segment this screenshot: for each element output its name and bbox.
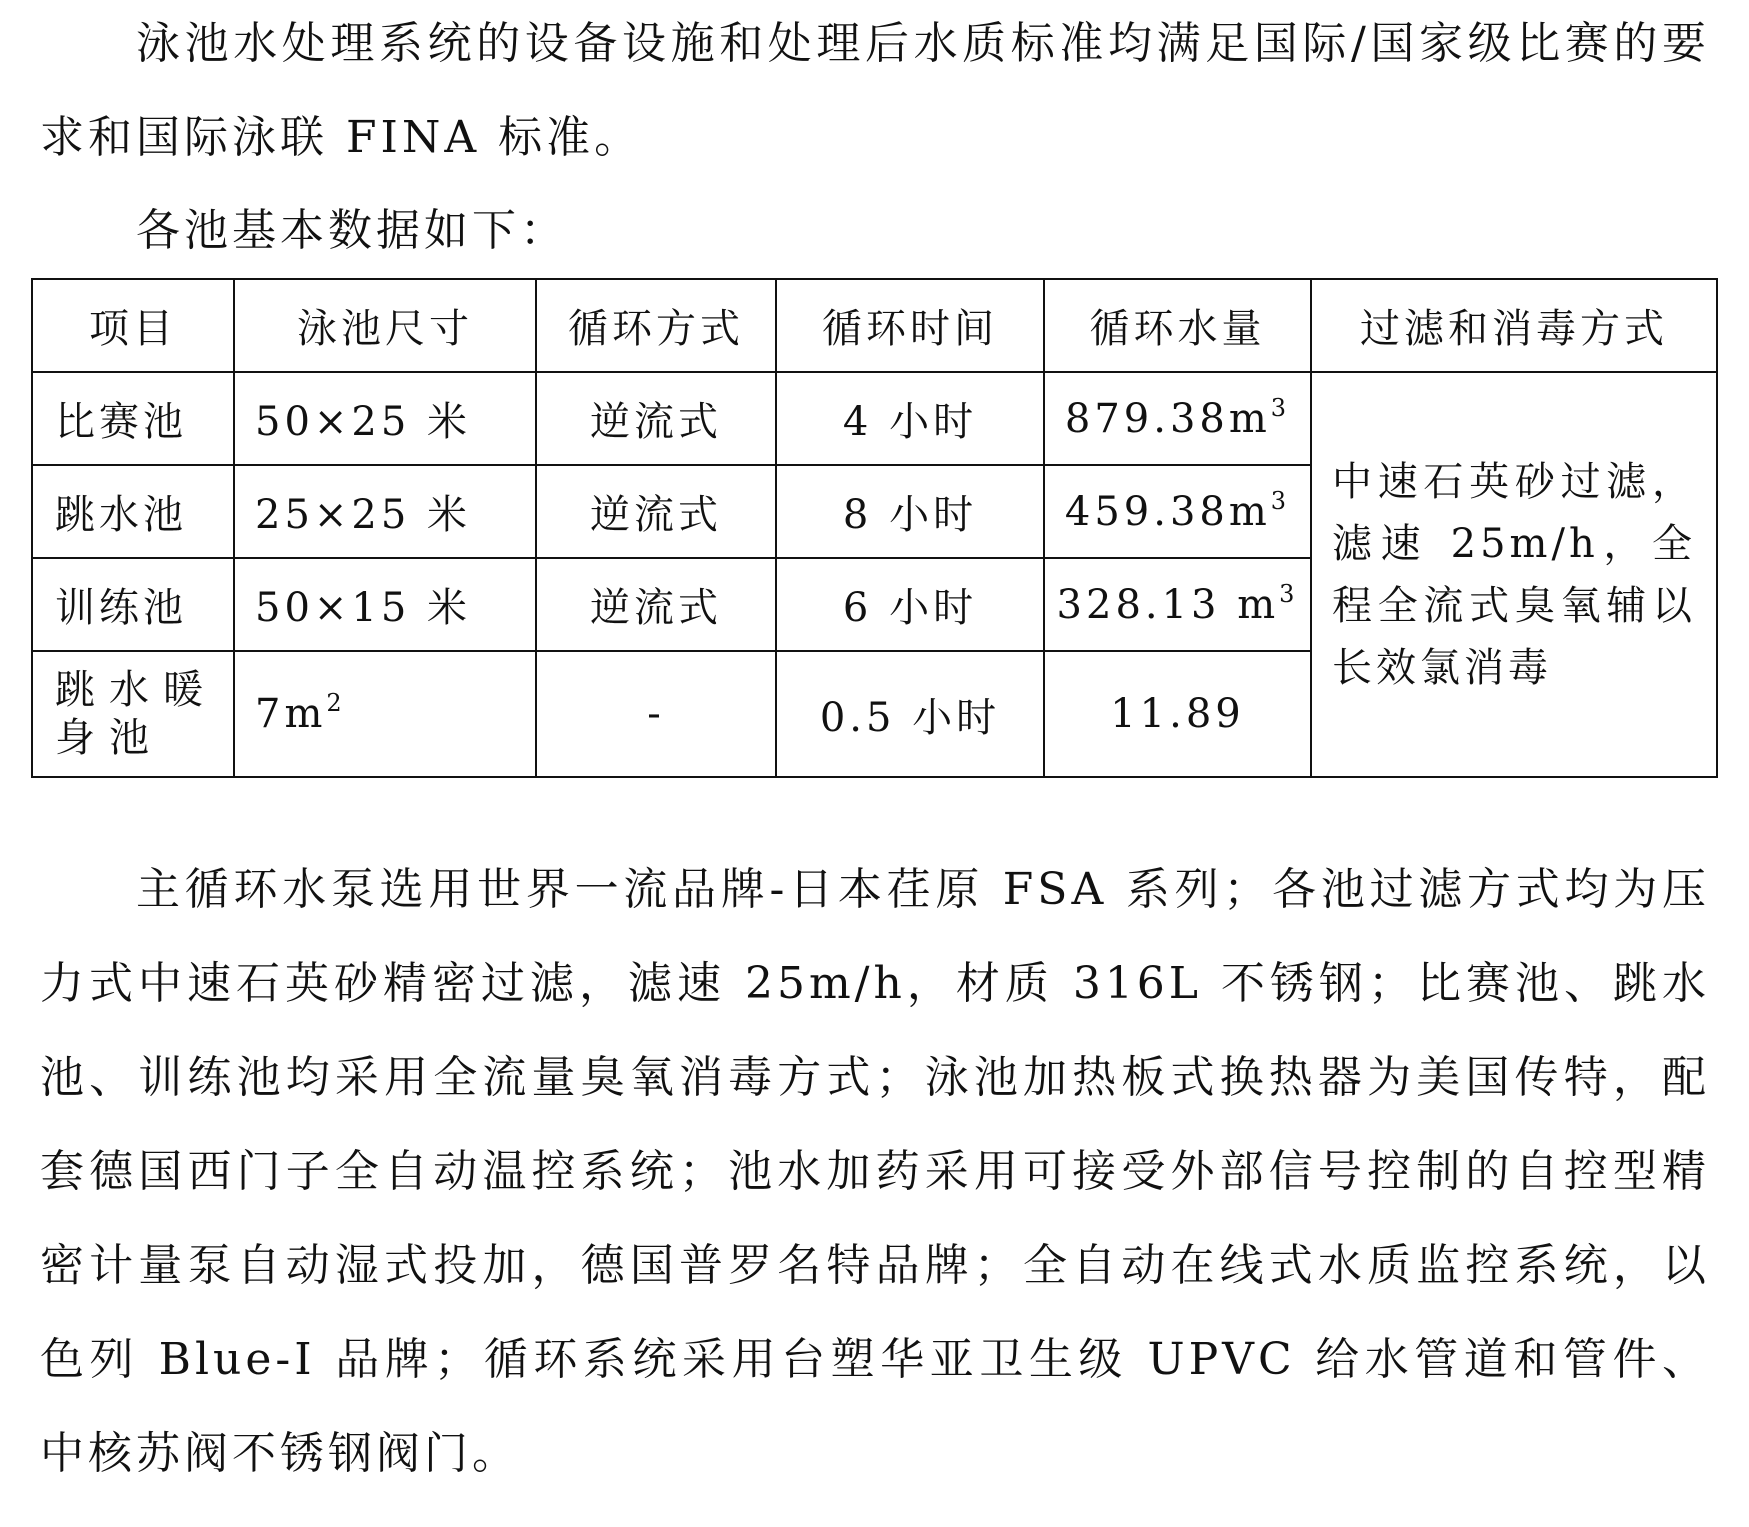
circulation-volume <box>1044 558 1311 651</box>
header-circulation-time: 循环时间 <box>776 279 1044 372</box>
pool-name: 跳水池 <box>32 465 234 558</box>
circulation-time: 0.5 小时 <box>776 651 1044 777</box>
pool-data-table <box>31 278 1718 778</box>
volume-value: 328.13 m <box>1056 581 1280 628</box>
volume-value: 459.38m <box>1064 488 1271 535</box>
volume-unit-exponent: 3 <box>1279 579 1299 608</box>
header-filter-disinfection: 过滤和消毒方式 <box>1311 279 1717 372</box>
size-unit-exponent: 2 <box>326 689 346 717</box>
volume-value: 879.38m <box>1064 395 1271 442</box>
header-pool-size: 泳池尺寸 <box>234 279 536 372</box>
pool-size: 50×25 米 <box>234 372 536 465</box>
circulation-volume <box>1044 372 1311 465</box>
table-caption: 各池基本数据如下： <box>136 205 568 256</box>
pool-name: 比赛池 <box>32 372 234 465</box>
table-row <box>32 372 1717 465</box>
filter-disinfection-method: 中速石英砂过滤，滤速 25m/h，全程全流式臭氧辅以长效氯消毒 <box>1311 372 1717 777</box>
header-circulation-volume: 循环水量 <box>1044 279 1311 372</box>
volume-unit-exponent: 3 <box>1270 393 1291 422</box>
pool-name: 跳水暖身池 <box>32 651 234 777</box>
pool-size: 25×25 米 <box>234 465 536 558</box>
circulation-time: 6 小时 <box>776 558 1044 651</box>
circulation-volume <box>1044 465 1311 558</box>
size-value: 7m <box>255 691 327 737</box>
circulation-mode: 逆流式 <box>536 465 776 558</box>
pool-size: 50×15 米 <box>234 558 536 651</box>
circulation-volume: 11.89 <box>1044 651 1311 777</box>
circulation-mode: 逆流式 <box>536 372 776 465</box>
circulation-time: 8 小时 <box>776 465 1044 558</box>
header-circulation-mode: 循环方式 <box>536 279 776 372</box>
header-item: 项目 <box>32 279 234 372</box>
volume-unit-exponent: 3 <box>1270 486 1291 515</box>
pool-name: 训练池 <box>32 558 234 651</box>
table-header-row <box>32 279 1717 372</box>
intro-paragraph: 泳池水处理系统的设备设施和处理后水质标准均满足国际/国家级比赛的要求和国际泳联 FINA 标准。 <box>40 18 1710 163</box>
circulation-mode: - <box>536 651 776 777</box>
main-paragraph: 主循环水泵选用世界一流品牌-日本荏原 FSA 系列；各池过滤方式均为压力式中速石英砂精密过滤，滤速 25m/h，材质 316L 不锈钢；比赛池、跳水池、训练池均采用全流量臭氧消毒方式；泳池加热板式换热器为美国传特，配套德国西门子全自动温控系统；池水加药采用可接受外部信号控制的自控型精密计量泵自动湿式投加，德国普罗名特品牌；全自动在线式水质监控系统，以色列 Blue-I 品牌；循环系统采用台塑华亚卫生级 UPVC 给水管道和管件、中核苏阀不锈钢阀门。 <box>40 864 1710 1479</box>
circulation-mode: 逆流式 <box>536 558 776 651</box>
circulation-time: 4 小时 <box>776 372 1044 465</box>
pool-size <box>234 651 536 777</box>
